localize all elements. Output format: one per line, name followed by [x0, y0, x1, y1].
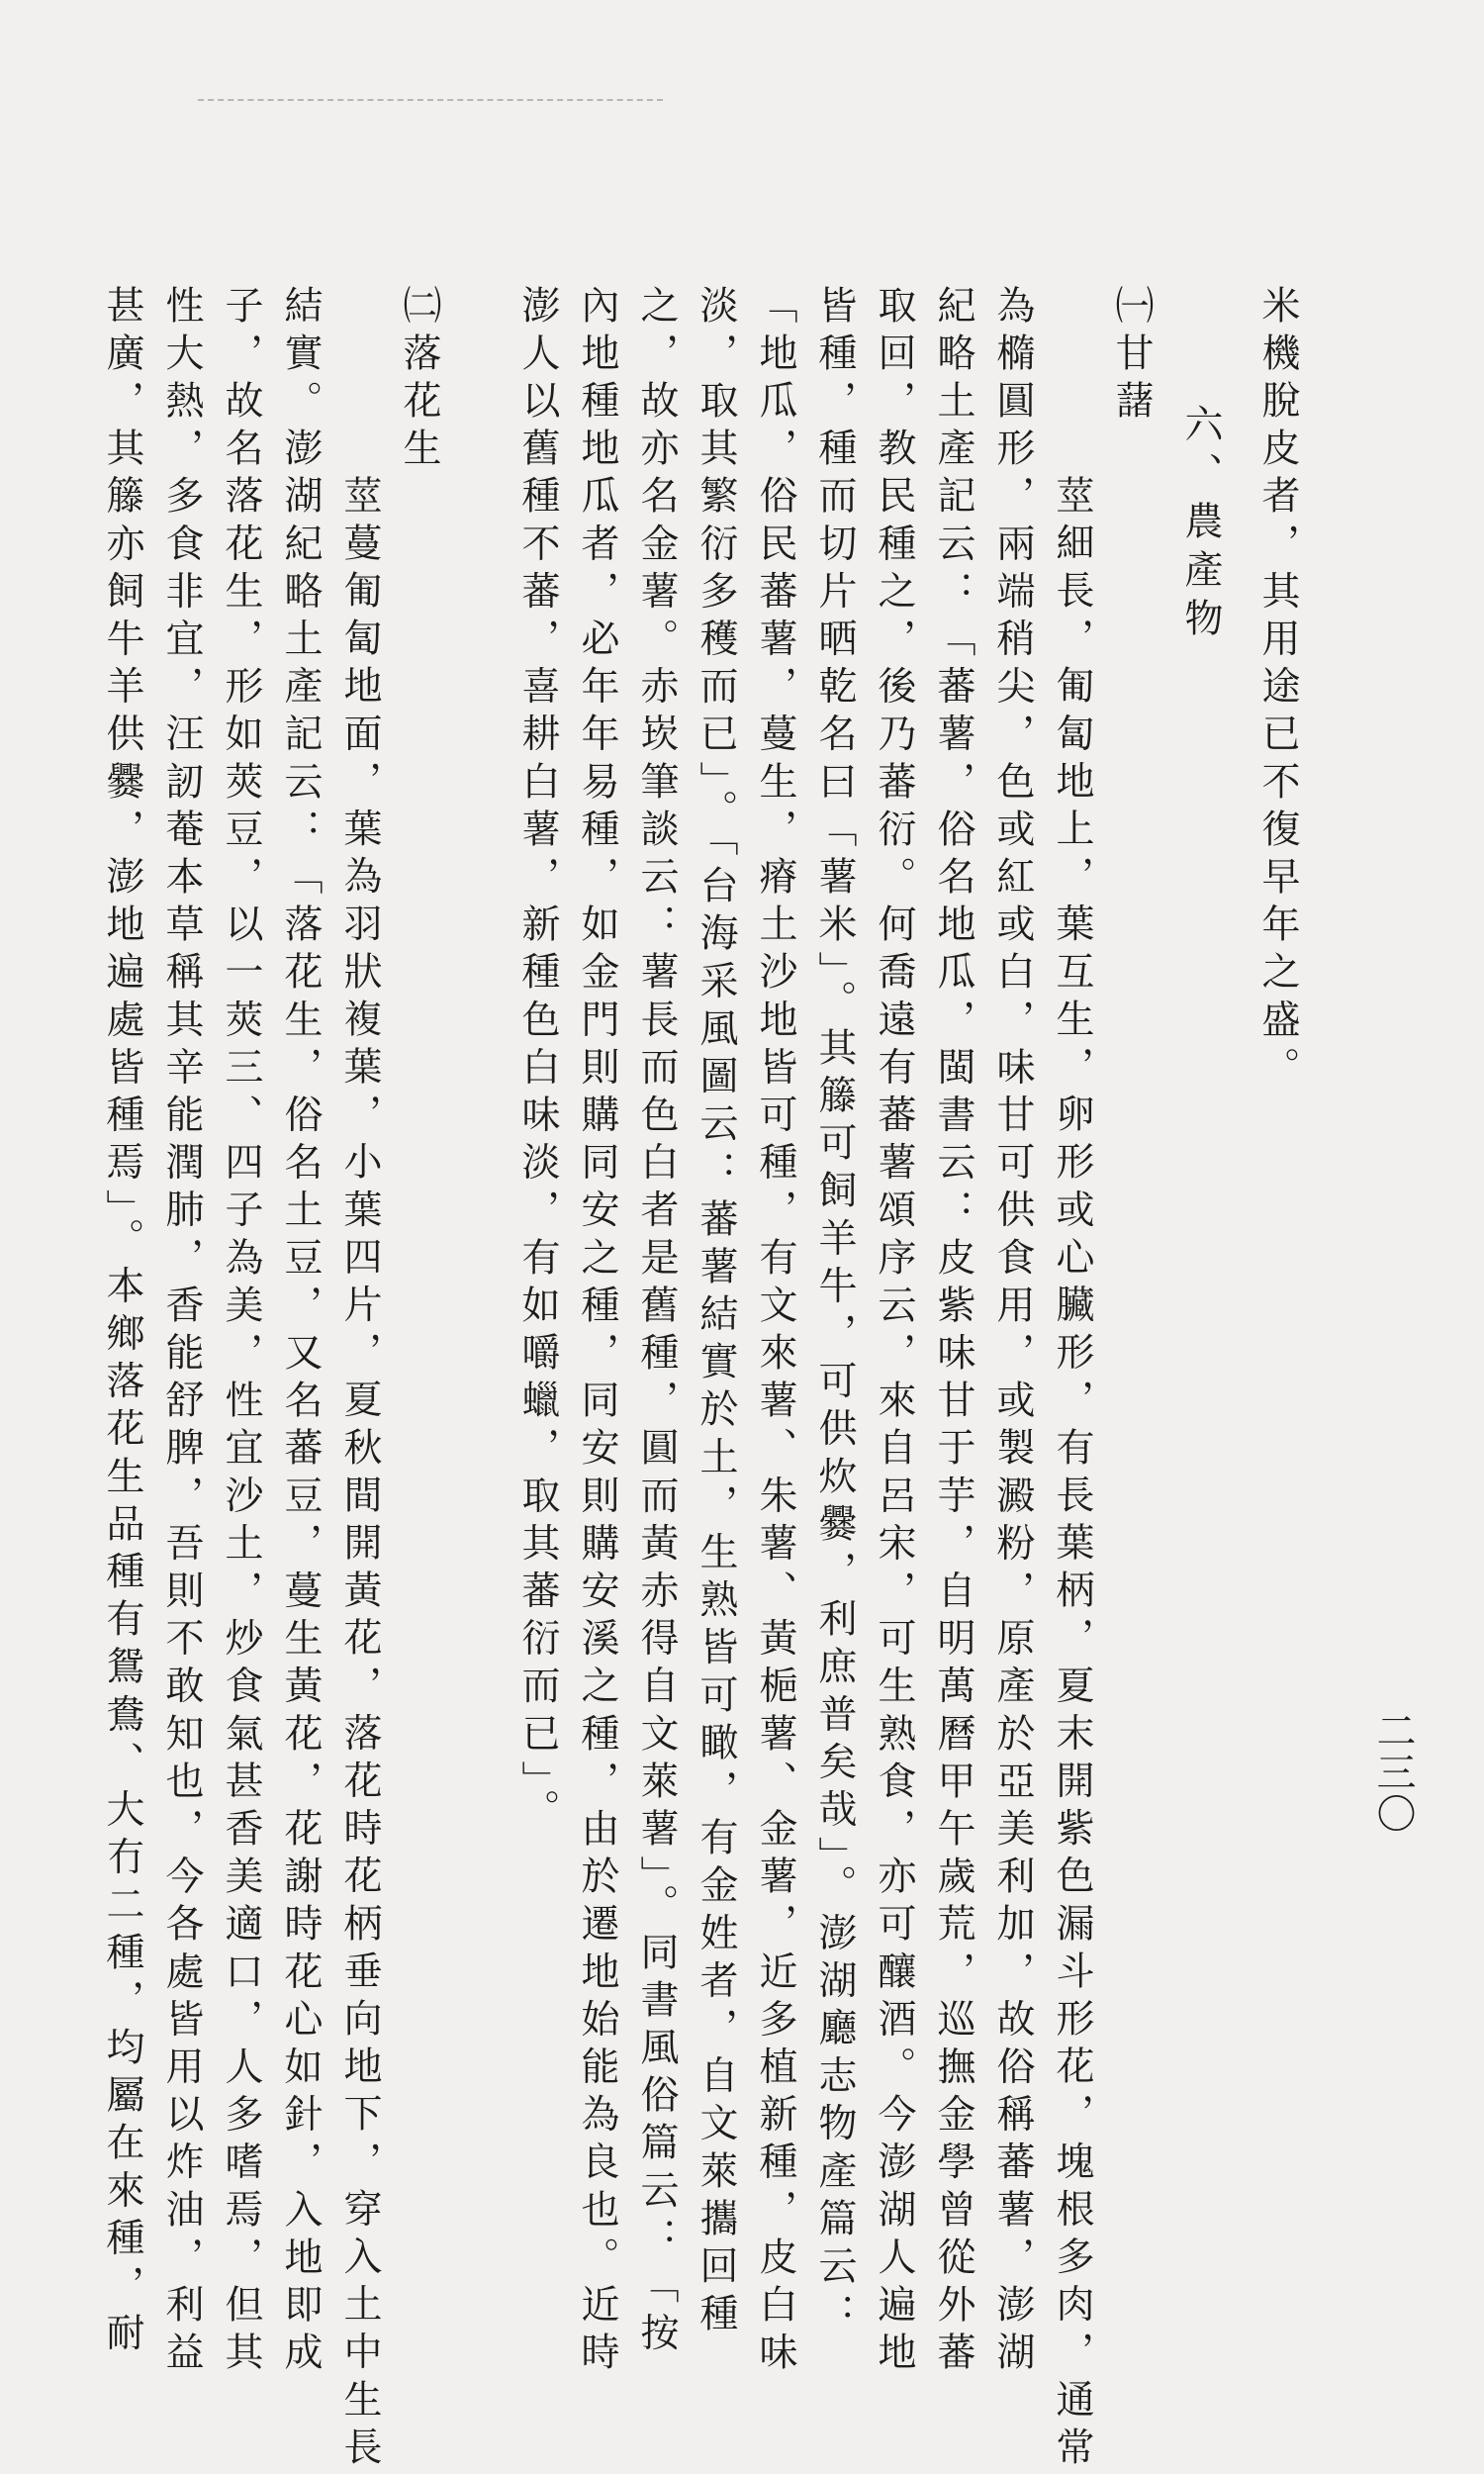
text-column: 內地種地瓜者，必年年易種，如金門則購同安之種，同安則購安溪之種，由於遷地始能為良也。近時 — [575, 285, 619, 2380]
text-column: 紀略土產記云：「蕃薯，俗名地瓜，閩書云：皮紫味甘于芋，自明萬曆甲午歲荒，巡撫金學曾從外蕃 — [931, 285, 975, 2380]
top-rule — [198, 99, 663, 101]
section-heading: 六、農產物 — [1178, 404, 1223, 646]
text-column: 為橢圓形，兩端稍尖，色或紅或白，味甘可供食用，或製澱粉，原產於亞美利加，故俗稱蕃薯，澎湖 — [990, 285, 1035, 2380]
text-column: 米機脫皮者，其用途已不復早年之盛。 — [1255, 285, 1300, 1094]
text-column: 性大熱，多食非宜，汪訒菴本草稱其辛能潤肺，香能舒脾，吾則不敢知也，今各處皆用以炸油，利益 — [159, 285, 204, 2380]
text-column: 子，故名落花生，形如莢豆，以一莢三、四子為美，性宜沙土，炒食氣甚香美適口，人多嗜焉，但其 — [219, 285, 263, 2380]
subsection-heading-sweet-potato: ㈠甘藷 — [1109, 285, 1154, 428]
page-number: 二三〇 — [1370, 1710, 1416, 1835]
text-column: 澎人以舊種不蕃，喜耕白薯，新種色白味淡，有如嚼蠟，取其蕃衍而已」。 — [515, 285, 560, 1837]
text-column: 之，故亦名金薯。赤崁筆談云：薯長而色白者是舊種，圓而黃赤得自文萊薯」。同書風俗篇云：「按 — [634, 285, 679, 2360]
text-column: 皆種，種而切片晒乾名曰「薯米」。其籐可飼羊牛，可供炊爨，利庶普矣哉」。澎湖廳志物產篇云： — [812, 285, 857, 2341]
text-column: 甚廣，其籐亦飼牛羊供爨，澎地遍處皆種焉」。本鄉落花生品種有鴛鴦、大冇二種，均屬在來種，耐 — [100, 285, 144, 2360]
subsection-heading-peanut: ㈡落花生 — [397, 285, 441, 476]
text-column: 取回，教民種之，後乃蕃衍。何喬遠有蕃薯頌序云，來自呂宋，可生熟食，亦可釀酒。今澎湖人遍地 — [872, 285, 916, 2380]
text-column: 莖細長，匍匐地上，葉互生，卵形或心臟形，有長葉柄，夏末開紫色漏斗形花，塊根多肉，通常 — [1050, 475, 1094, 2474]
text-column: 莖蔓匍匐地面，葉為羽狀複葉，小葉四片，夏秋間開黃花，落花時花柄垂向地下，穿入土中生長 — [337, 475, 382, 2474]
text-column: 「地瓜，俗民蕃薯，蔓生，瘠土沙地皆可種，有文來薯、朱薯、黃梔薯、金薯，近多植新種，皮白味 — [753, 285, 797, 2380]
text-column: 淡，取其繁衍多穫而已」。「台海采風圖云：蕃薯結實於土，生熟皆可瞰，有金姓者，自文萊攜回種 — [694, 285, 738, 2341]
text-column: 結實。澎湖紀略土產記云：「落花生，俗名土豆，又名蕃豆，蔓生黃花，花謝時花心如針，入地即成 — [278, 285, 323, 2380]
